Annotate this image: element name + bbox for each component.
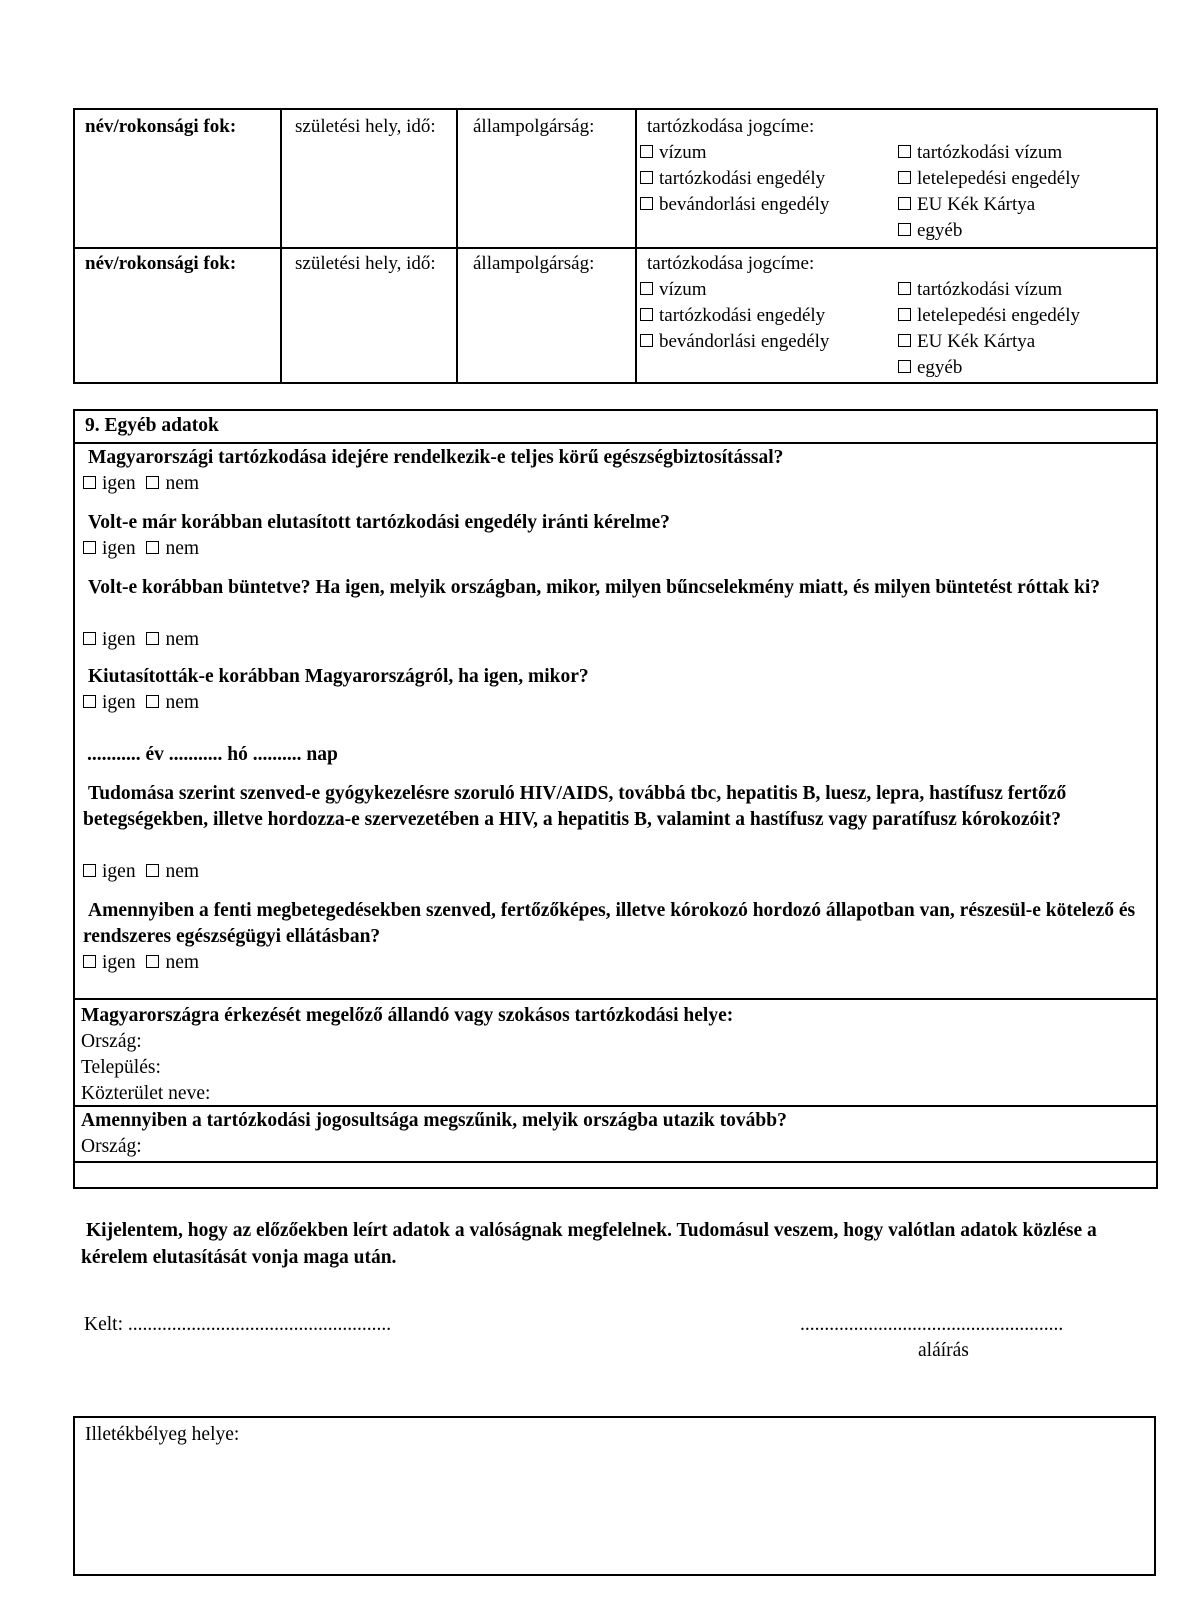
divider (75, 1105, 1156, 1107)
option-other[interactable]: egyéb (898, 218, 1080, 244)
question-mandatory-care: Amennyiben a fenti megbetegedésekben szenved, fertőzőképes, illetve kórokozó hordozó állapotban van, részesül-e kötelező és rendszeres egészségügyi ellátásban? (83, 900, 1136, 947)
checkbox-icon[interactable] (640, 197, 653, 210)
checkbox-icon[interactable] (83, 695, 96, 708)
option-eu-blue-card[interactable]: EU Kék Kártya (898, 192, 1080, 218)
answer-criminal-record: igen nem (83, 627, 199, 653)
date-place-field[interactable]: Kelt: ...................................................... (84, 1314, 392, 1335)
answer-infectious-disease: igen nem (83, 859, 199, 885)
checkbox-icon[interactable] (83, 632, 96, 645)
checkbox-icon[interactable] (640, 282, 653, 295)
checkbox-icon[interactable] (898, 197, 911, 210)
checkbox-icon[interactable] (83, 864, 96, 877)
column-divider (280, 110, 282, 382)
checkbox-icon[interactable] (83, 541, 96, 554)
option-immigration-permit[interactable]: bevándorlási engedély (640, 192, 829, 218)
option-residence-visa[interactable]: tartózkodási vízum (898, 277, 1080, 303)
street-field[interactable]: Közterület neve: (81, 1083, 211, 1104)
checkbox-icon[interactable] (640, 145, 653, 158)
checkbox-icon[interactable] (898, 145, 911, 158)
option-other[interactable]: egyéb (898, 355, 1080, 381)
stamp-box (73, 1416, 1156, 1576)
option-settlement-permit[interactable]: letelepedési engedély (898, 166, 1080, 192)
signature-label: aláírás (918, 1340, 969, 1361)
relatives-table (73, 108, 1158, 384)
answer-rejected-permit: igen nem (83, 536, 199, 562)
section-title: 9. Egyéb adatok (85, 415, 219, 436)
onward-country-field[interactable]: Ország: (81, 1136, 142, 1157)
answer-health-insurance: igen nem (83, 471, 199, 497)
checkbox-icon[interactable] (146, 541, 159, 554)
name-label: név/rokonsági fok: (85, 253, 237, 274)
residence-title: tartózkodása jogcíme: (647, 253, 815, 274)
checkbox-icon[interactable] (83, 955, 96, 968)
stamp-label: Illetékbélyeg helye: (85, 1424, 240, 1445)
answer-expulsion: igen nem (83, 690, 199, 716)
checkbox-icon[interactable] (898, 223, 911, 236)
declaration-text: Kijelentem, hogy az előzőekben leírt adatok a valóságnak megfelelnek. Tudomásul veszem, hogy valótlan adatok közlése a kérelem elutasítását vonja maga után. (81, 1220, 1097, 1268)
divider (75, 442, 1156, 444)
checkbox-icon[interactable] (146, 476, 159, 489)
option-visa[interactable]: vízum (640, 277, 829, 303)
row-divider (75, 247, 1156, 249)
option-residence-permit[interactable]: tartózkodási engedély (640, 166, 829, 192)
checkbox-icon[interactable] (640, 334, 653, 347)
question-expulsion: Kiutasították-e korábban Magyarországról, ha igen, mikor? (88, 666, 589, 687)
expulsion-date-line[interactable]: ........... év ........... hó .......... nap (87, 744, 338, 765)
checkbox-icon[interactable] (146, 695, 159, 708)
name-label: név/rokonsági fok: (85, 116, 237, 137)
onward-travel-title: Amennyiben a tartózkodási jogosultsága megszűnik, melyik országba utazik tovább? (81, 1110, 787, 1131)
checkbox-icon[interactable] (640, 308, 653, 321)
citizenship-label: állampolgárság: (473, 116, 595, 137)
signature-line[interactable]: ...................................................... (800, 1314, 1064, 1335)
residence-options-left (640, 277, 829, 355)
checkbox-icon[interactable] (146, 864, 159, 877)
checkbox-icon[interactable] (146, 632, 159, 645)
checkbox-icon[interactable] (640, 171, 653, 184)
residence-options-right (898, 140, 1080, 244)
option-settlement-permit[interactable]: letelepedési engedély (898, 303, 1080, 329)
checkbox-icon[interactable] (898, 171, 911, 184)
checkbox-icon[interactable] (898, 308, 911, 321)
checkbox-icon[interactable] (898, 282, 911, 295)
option-immigration-permit[interactable]: bevándorlási engedély (640, 329, 829, 355)
question-criminal-record: Volt-e korábban büntetve? Ha igen, melyik országban, mikor, milyen bűncselekmény miatt, és milyen büntetést róttak ki? (88, 577, 1101, 598)
divider (75, 998, 1156, 1000)
section-other-data (73, 409, 1158, 1189)
settlement-field[interactable]: Település: (81, 1057, 161, 1078)
question-health-insurance: Magyarországi tartózkodása idejére rendelkezik-e teljes körű egészségbiztosítással? (88, 447, 784, 468)
citizenship-label: állampolgárság: (473, 253, 595, 274)
option-eu-blue-card[interactable]: EU Kék Kártya (898, 329, 1080, 355)
question-rejected-permit: Volt-e már korábban elutasított tartózkodási engedély iránti kérelme? (88, 512, 670, 533)
country-field[interactable]: Ország: (81, 1031, 142, 1052)
answer-mandatory-care: igen nem (83, 950, 199, 976)
checkbox-icon[interactable] (898, 334, 911, 347)
option-residence-permit[interactable]: tartózkodási engedély (640, 303, 829, 329)
checkbox-icon[interactable] (146, 955, 159, 968)
residence-options-right (898, 277, 1080, 381)
checkbox-icon[interactable] (83, 476, 96, 489)
divider (75, 1161, 1156, 1163)
option-residence-visa[interactable]: tartózkodási vízum (898, 140, 1080, 166)
birth-label: születési hely, idő: (295, 253, 436, 274)
column-divider (635, 110, 637, 382)
option-visa[interactable]: vízum (640, 140, 829, 166)
residence-title: tartózkodása jogcíme: (647, 116, 815, 137)
checkbox-icon[interactable] (898, 360, 911, 373)
prev-residence-title: Magyarországra érkezését megelőző állandó vagy szokásos tartózkodási helye: (81, 1005, 734, 1026)
question-infectious-disease: Tudomása szerint szenved-e gyógykezelésre szoruló HIV/AIDS, továbbá tbc, hepatitis B, luesz, lepra, hastífusz fertőző betegségekben, illetve hordozza-e szervezetében a HIV, a hepatitis B, valamint a hastífusz vagy paratífusz kórokozóit? (83, 783, 1067, 830)
column-divider (456, 110, 458, 382)
residence-options-left (640, 140, 829, 218)
birth-label: születési hely, idő: (295, 116, 436, 137)
